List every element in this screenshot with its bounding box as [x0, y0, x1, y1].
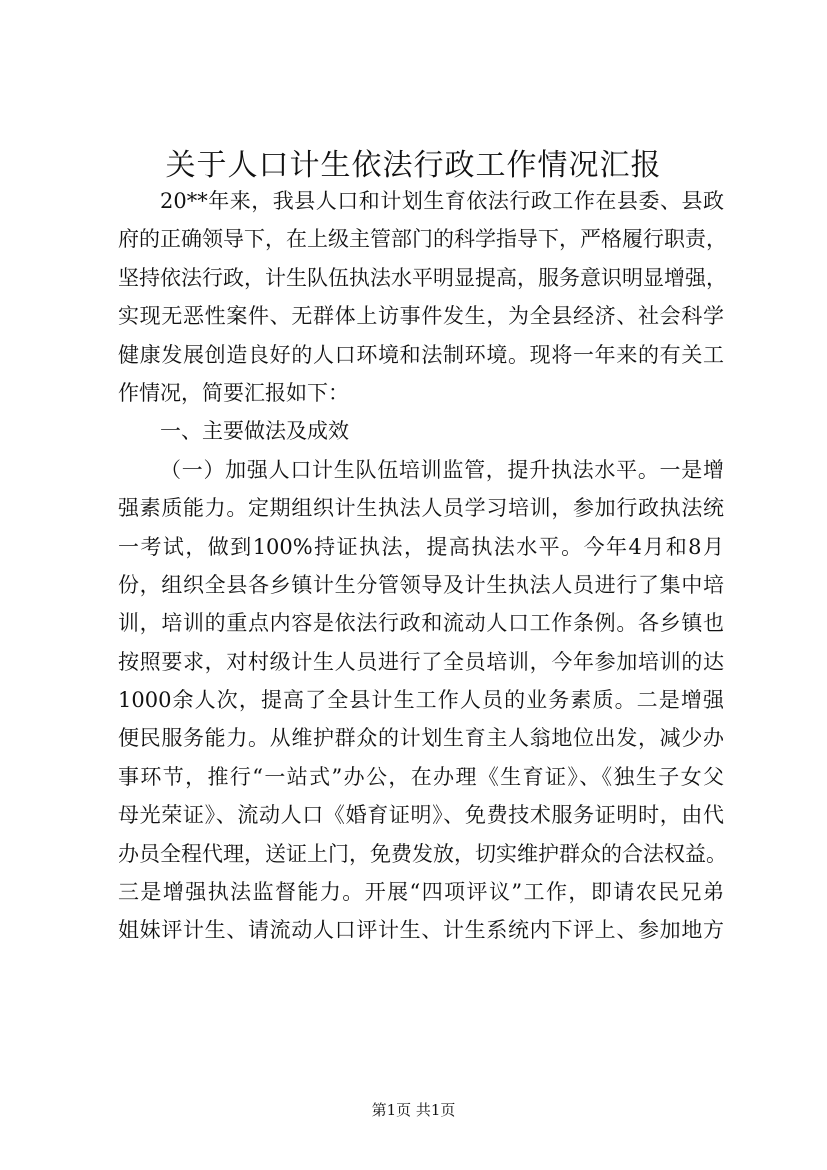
paragraph-line: 强素质能力。定期组织计生执法人员学习培训，参加行政执法统: [118, 496, 724, 521]
paragraph-line: 作情况，简要汇报如下：: [118, 380, 349, 405]
page-footer: 第1页 共1页: [371, 1101, 456, 1119]
paragraph-line: 便民服务能力。从维护群众的计划生育主人翁地位出发，减少办: [118, 726, 724, 751]
paragraph-line: 母光荣证》、流动人口《婚育证明》、免费技术服务证明时，由代: [118, 803, 724, 828]
paragraph-line: 按照要求，对村级计生人员进行了全员培训，今年参加培训的达: [118, 649, 724, 674]
paragraph-line: 姐妹评计生、请流动人口评计生、计生系统内下评上、参加地方: [118, 918, 724, 943]
section-heading: 一、主要做法及成效: [160, 419, 349, 444]
paragraph-line: 三是增强执法监督能力。开展“四项评议”工作，即请农民兄弟: [118, 880, 724, 905]
paragraph-line: 坚持依法行政，计生队伍执法水平明显提高，服务意识明显增强，: [118, 265, 727, 290]
paragraph-line: 份，组织全县各乡镇计生分管领导及计生执法人员进行了集中培: [118, 572, 724, 597]
paragraph-line: （一）加强人口计生队伍培训监管，提升执法水平。一是增: [160, 457, 724, 482]
paragraph-line: 训，培训的重点内容是依法行政和流动人口工作条例。各乡镇也: [118, 611, 724, 636]
paragraph-line: 府的正确领导下，在上级主管部门的科学指导下，严格履行职责，: [118, 227, 727, 252]
paragraph-line: 健康发展创造良好的人口环境和法制环境。现将一年来的有关工: [118, 342, 724, 367]
paragraph-line: 1000余人次，提高了全县计生工作人员的业务素质。二是增强: [118, 688, 724, 713]
paragraph-line: 实现无恶性案件、无群体上访事件发生，为全县经济、社会科学: [118, 304, 724, 329]
paragraph-line: 事环节，推行“一站式”办公，在办理《生育证》、《独生子女父: [118, 764, 724, 789]
paragraph-line: 20**年来，我县人口和计划生育依法行政工作在县委、县政: [160, 189, 724, 213]
document-body: [118, 182, 727, 950]
paragraph-line: 一考试，做到100%持证执法，提高执法水平。今年4月和8月: [118, 534, 724, 559]
document-title: 关于人口计生依法行政工作情况汇报: [165, 148, 662, 183]
paragraph-line: 办员全程代理，送证上门，免费发放，切实维护群众的合法权益。: [118, 841, 727, 866]
